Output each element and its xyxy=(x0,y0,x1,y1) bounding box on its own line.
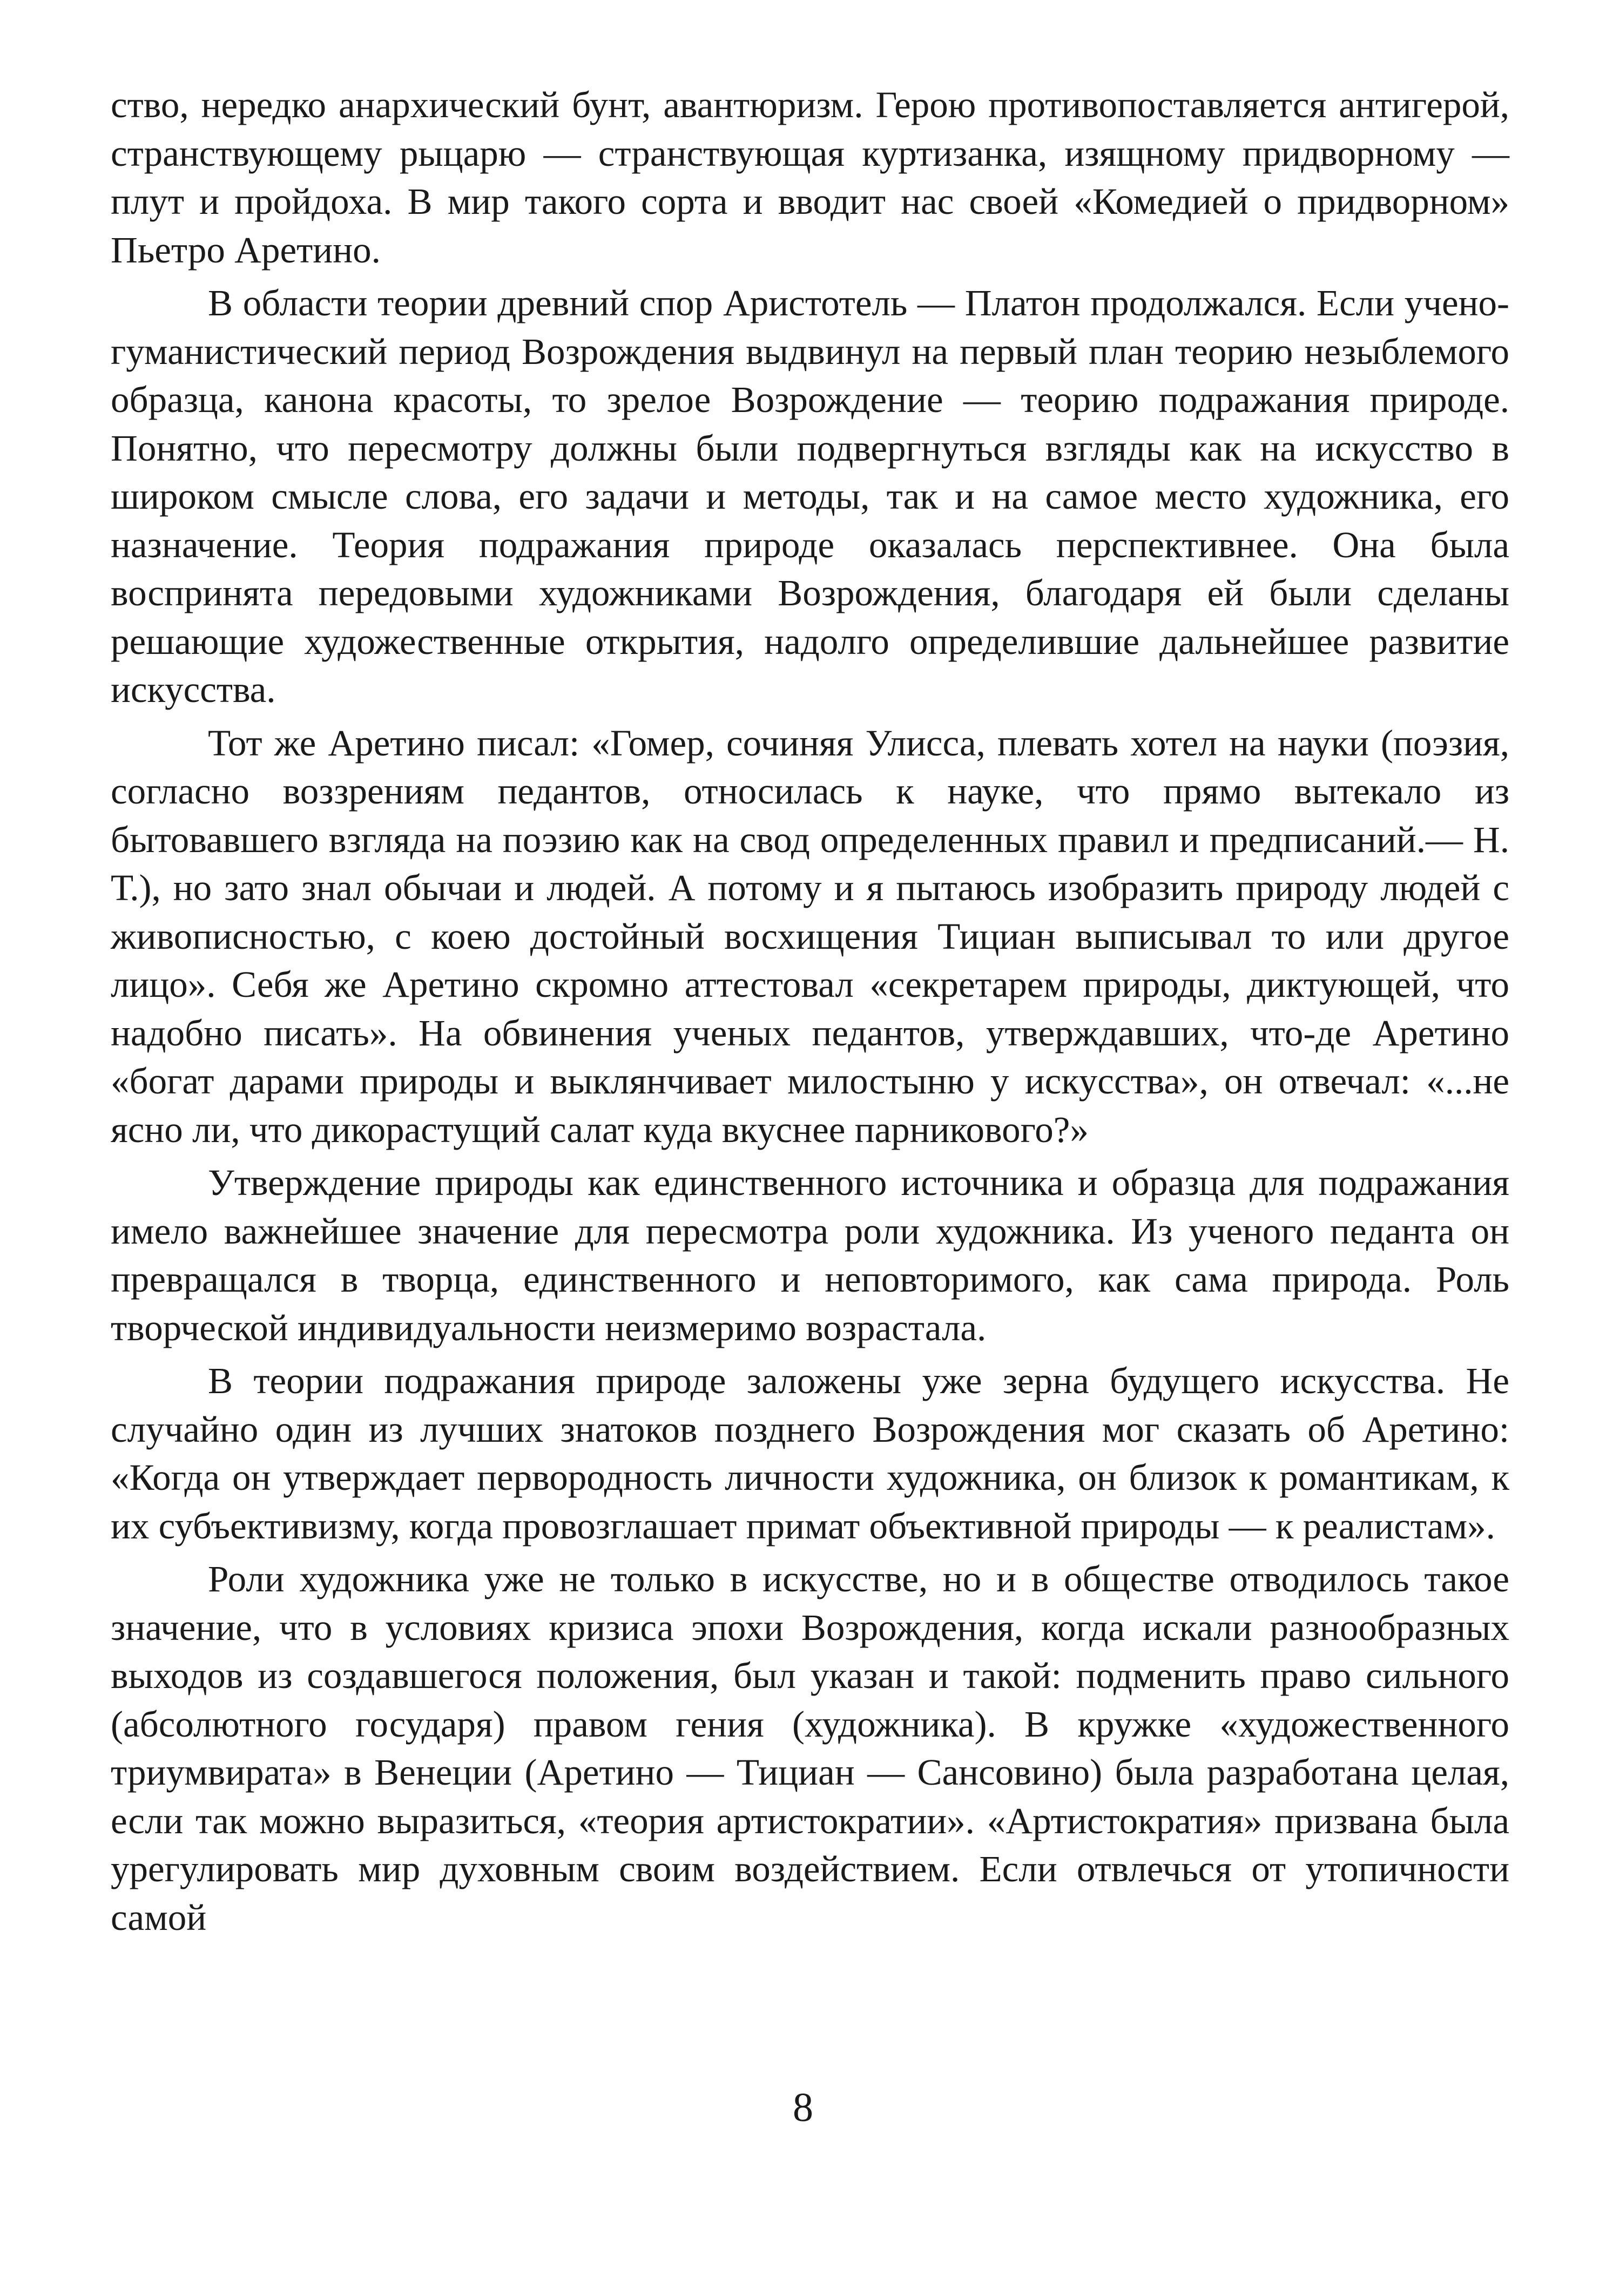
paragraph-theory: В области теории древний спор Аристотель — Платон продолжался. Если учено-гуманистический период Возрождения выдвинул на первый план теорию незыблемого образца, канона красоты, то зрелое Возрождение — теорию подражания природе. Понятно, что пересмотру должны были подвергнуться взгляды как на искусство в широком смысле слова, его задачи и методы, так и на самое место художника, его назначение. Теория подражания природе оказалась перспективнее. Она была воспринята передовыми художниками Возрождения, благодаря ей были сделаны решающие художественные открытия, надолго определившие дальнейшее развитие искусства. xyxy=(111,282,1509,710)
paragraph-future-art: В теории подражания природе заложены уже зерна будущего искусства. Не случайно один из лучших знатоков позднего Возрождения мог сказать об Аретино: «Когда он утверждает первородность личности художника, он близок к романтикам, к их субъективизму, когда провозглашает примат объективной природы — к реалистам». xyxy=(111,1360,1509,1547)
page-text xyxy=(111,81,1509,1942)
paragraph-continuation: ство, нередко анархический бунт, авантюризм. Герою противопоставляется антигерой, странствующему рыцарю — странствующая куртизанка, изящному придворному — плут и пройдоха. В мир такого сорта и вводит нас своей «Комедией о придворном» Пьетро Аретино. xyxy=(111,84,1509,271)
paragraph-nature-affirmation: Утверждение природы как единственного источника и образца для подражания имело важнейшее значение для пересмотра роли художника. Из ученого педанта он превращался в творца, единственного и неповторимого, как сама природа. Роль творческой индивидуальности неизмеримо возрастала. xyxy=(111,1162,1509,1348)
page-number: 8 xyxy=(793,2085,813,2130)
paragraph-aretino-quote: Тот же Аретино писал: «Гомер, сочиняя Улисса, плевать хотел на науки (поэзия, согласно воззрениям педантов, относилась к науке, что прямо вытекало из бытовавшего взгляда на поэзию как на свод определенных правил и предписаний.— Н. Т.), но зато знал обычаи и людей. А потому и я пытаюсь изобразить природу людей с живописностью, с коею достойный восхищения Тициан выписывал то или другое лицо». Себя же Аретино скромно аттестовал «секретарем природы, диктующей, что надобно писать». На обвинения ученых педантов, утверждавших, что-де Аретино «богат дарами природы и выклянчивает милостыню у искусства», он отвечал: «...не ясно ли, что дикорастущий салат куда вкуснее парникового?» xyxy=(111,722,1509,1150)
paragraph-artist-role: Роли художника уже не только в искусстве, но и в обществе отводилось такое значение, что в условиях кризиса эпохи Возрождения, когда искали разнообразных выходов из создавшегося положения, был указан и такой: подменить право сильного (абсолютного государя) правом гения (художника). В кружке «художественного триумвирата» в Венеции (Аретино — Тициан — Сансовино) была разработана целая, если так можно выразиться, «теория артистократии». «Артистократия» призвана была урегулировать мир духовным своим воздействием. Если отвлечься от утопичности самой xyxy=(111,1558,1509,1938)
